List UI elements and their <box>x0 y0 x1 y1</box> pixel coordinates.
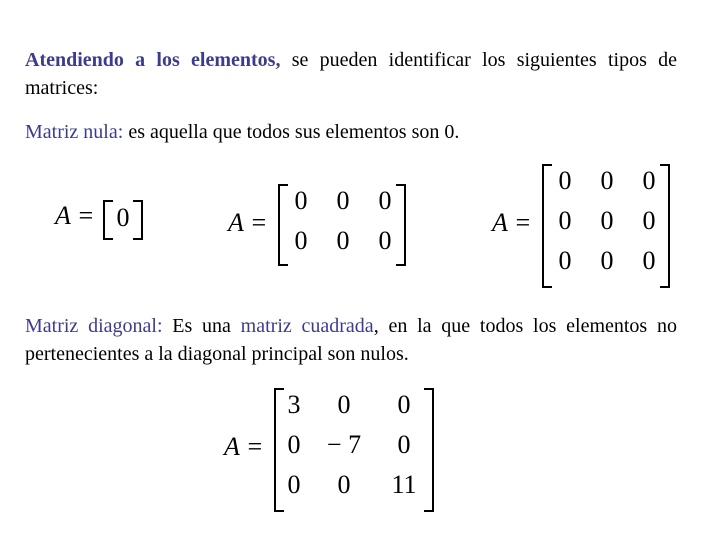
diagonal-definition <box>25 312 677 368</box>
matrix-cell: 0 <box>558 246 572 275</box>
matrix-cell: 0 <box>642 206 656 235</box>
matrix-lhs: A = <box>55 201 95 230</box>
matrix-cell: 0 <box>558 166 572 195</box>
right-bracket <box>660 164 670 288</box>
matrix-cell: 0 <box>287 470 301 499</box>
matrix-lhs: A = <box>224 432 264 461</box>
null-matrix-3x3 <box>492 160 682 292</box>
matrix-cells <box>276 390 432 510</box>
matrix-cell: 0 <box>642 246 656 275</box>
null-matrix-1x1 <box>55 196 155 246</box>
matrix-cell: 0 <box>378 226 392 255</box>
matrix-cell: 3 <box>287 390 301 419</box>
matrix-cell: 0 <box>397 390 411 419</box>
right-bracket <box>396 184 406 266</box>
diagonal-link: matriz cuadrada <box>240 315 374 337</box>
matrix-cells <box>280 186 406 266</box>
matrix-cell: 0 <box>336 226 350 255</box>
matrix-cell: − 7 <box>326 430 362 459</box>
diagonal-label: Matriz diagonal: <box>25 315 163 337</box>
left-bracket <box>103 200 113 240</box>
intro-highlight: Atendiendo a los elementos, <box>25 49 281 71</box>
matrix-cell: 0 <box>294 186 308 215</box>
matrix-cells <box>544 166 670 286</box>
nula-text: es aquella que todos sus elementos son 0. <box>123 121 460 143</box>
matrix-cell: 11 <box>391 470 417 499</box>
nula-label: Matriz nula: <box>25 121 124 143</box>
right-bracket <box>133 200 143 240</box>
diagonal-matrix-3x3 <box>224 384 444 516</box>
matrix-cell: 0 <box>600 166 614 195</box>
matrix-cell: 0 <box>600 206 614 235</box>
matrix-cell: 0 <box>397 430 411 459</box>
null-matrix-2x3 <box>228 180 418 270</box>
intro-text: se pueden identificar los siguientes tipos de matrices: <box>25 49 677 99</box>
matrix-cell: 0 <box>378 186 392 215</box>
right-bracket <box>424 388 434 512</box>
matrix-cells <box>113 203 133 233</box>
intro-paragraph <box>25 46 677 102</box>
diagonal-text-b: , en la que todos los elementos no pertenecientes a la diagonal principal son nulos. <box>25 315 677 365</box>
matrix-cell: 0 <box>642 166 656 195</box>
nula-definition <box>25 118 677 146</box>
matrix-cell: 0 <box>116 203 130 232</box>
diagonal-text-a: Es una <box>162 315 241 337</box>
matrix-lhs: A = <box>228 208 268 237</box>
matrix-cell: 0 <box>337 390 351 419</box>
matrix-cell: 0 <box>558 206 572 235</box>
matrix-cell: 0 <box>287 430 301 459</box>
matrix-cell: 0 <box>600 246 614 275</box>
matrix-cell: 0 <box>336 186 350 215</box>
matrix-lhs: A = <box>492 208 532 237</box>
matrix-cell: 0 <box>294 226 308 255</box>
matrix-cell: 0 <box>337 470 351 499</box>
